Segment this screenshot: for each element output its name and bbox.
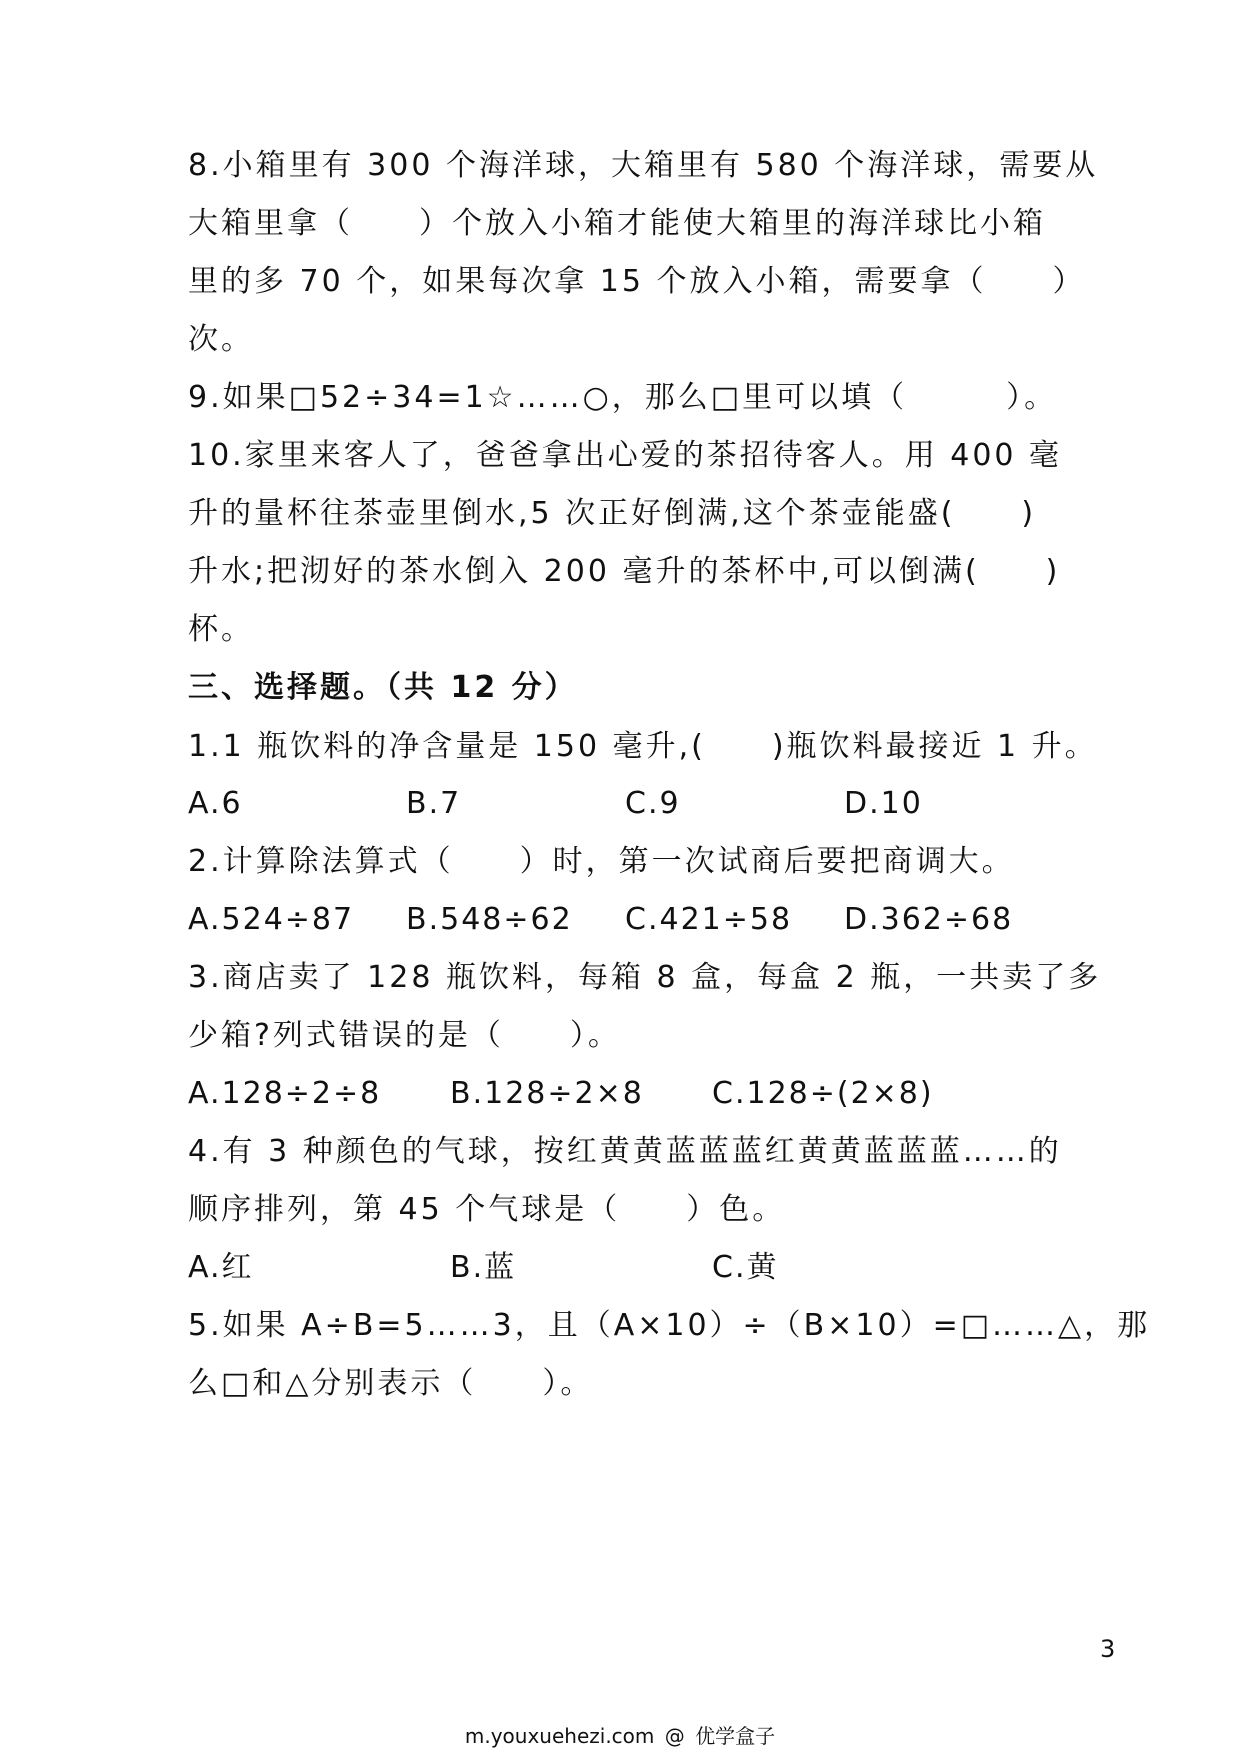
- choice-question-3-option-b: B.128÷2×8: [450, 1076, 644, 1111]
- choice-question-4-option-a: A.红: [188, 1250, 254, 1285]
- question-8-line-1: 8.小箱里有 300 个海洋球，大箱里有 580 个海洋球，需要从: [188, 148, 1099, 183]
- choice-question-1-stem: 1.1 瓶饮料的净含量是 150 毫升,( )瓶饮料最接近 1 升。: [188, 729, 1098, 764]
- choice-question-5-line-2: 么□和△分别表示（ ）。: [188, 1366, 594, 1401]
- choice-question-2-option-b: B.548÷62: [406, 902, 573, 937]
- choice-question-3-line-1: 3.商店卖了 128 瓶饮料，每箱 8 盒，每盒 2 瓶，一共卖了多: [188, 960, 1102, 995]
- choice-question-4-option-b: B.蓝: [450, 1250, 517, 1285]
- choice-question-3-option-c: C.128÷(2×8): [712, 1076, 934, 1111]
- question-8-line-3: 里的多 70 个，如果每次拿 15 个放入小箱，需要拿（ ）: [188, 264, 1086, 299]
- question-10-line-2: 升的量杯往茶壶里倒水,5 次正好倒满,这个茶壶能盛( ): [188, 496, 1037, 531]
- footer-watermark: [0, 1723, 1240, 1749]
- footer-brand: 优学盒子: [695, 1724, 776, 1748]
- choice-question-2-option-c: C.421÷58: [625, 902, 793, 937]
- choice-question-1-option-b: B.7: [406, 786, 462, 821]
- choice-question-1-option-a: A.6: [188, 786, 243, 821]
- choice-question-1-option-d: D.10: [844, 786, 923, 821]
- question-10-line-1: 10.家里来客人了，爸爸拿出心爱的茶招待客人。用 400 毫: [188, 438, 1063, 473]
- question-8-line-4: 次。: [188, 322, 254, 357]
- section-3-heading: 三、选择题。（共 12 分）: [188, 670, 578, 705]
- choice-question-4-line-2: 顺序排列，第 45 个气球是（ ）色。: [188, 1192, 786, 1227]
- choice-question-3-line-2: 少箱?列式错误的是（ ）。: [188, 1018, 621, 1053]
- footer-site: m.youxuehezi.com: [464, 1724, 655, 1748]
- choice-question-1-option-c: C.9: [625, 786, 681, 821]
- choice-question-4-option-c: C.黄: [712, 1250, 779, 1285]
- page-number: 3: [1100, 1635, 1116, 1663]
- choice-question-5-line-1: 5.如果 A÷B=5……3，且（A×10）÷（B×10）=□……△，那: [188, 1308, 1151, 1343]
- choice-question-4-line-1: 4.有 3 种颜色的气球，按红黄黄蓝蓝蓝红黄黄蓝蓝蓝……的: [188, 1134, 1062, 1169]
- question-10-line-4: 杯。: [188, 612, 254, 647]
- choice-question-3-option-a: A.128÷2÷8: [188, 1076, 382, 1111]
- footer-at: @: [664, 1724, 685, 1748]
- question-8-line-2: 大箱里拿（ ）个放入小箱才能使大箱里的海洋球比小箱: [188, 206, 1046, 241]
- question-10-line-3: 升水;把沏好的茶水倒入 200 毫升的茶杯中,可以倒满( ): [188, 554, 1061, 589]
- choice-question-2-option-a: A.524÷87: [188, 902, 355, 937]
- choice-question-2-stem: 2.计算除法算式（ ）时，第一次试商后要把商调大。: [188, 844, 1015, 879]
- choice-question-2-option-d: D.362÷68: [844, 902, 1014, 937]
- question-9-line-1: 9.如果□52÷34=1☆……○，那么□里可以填（ ）。: [188, 380, 1058, 415]
